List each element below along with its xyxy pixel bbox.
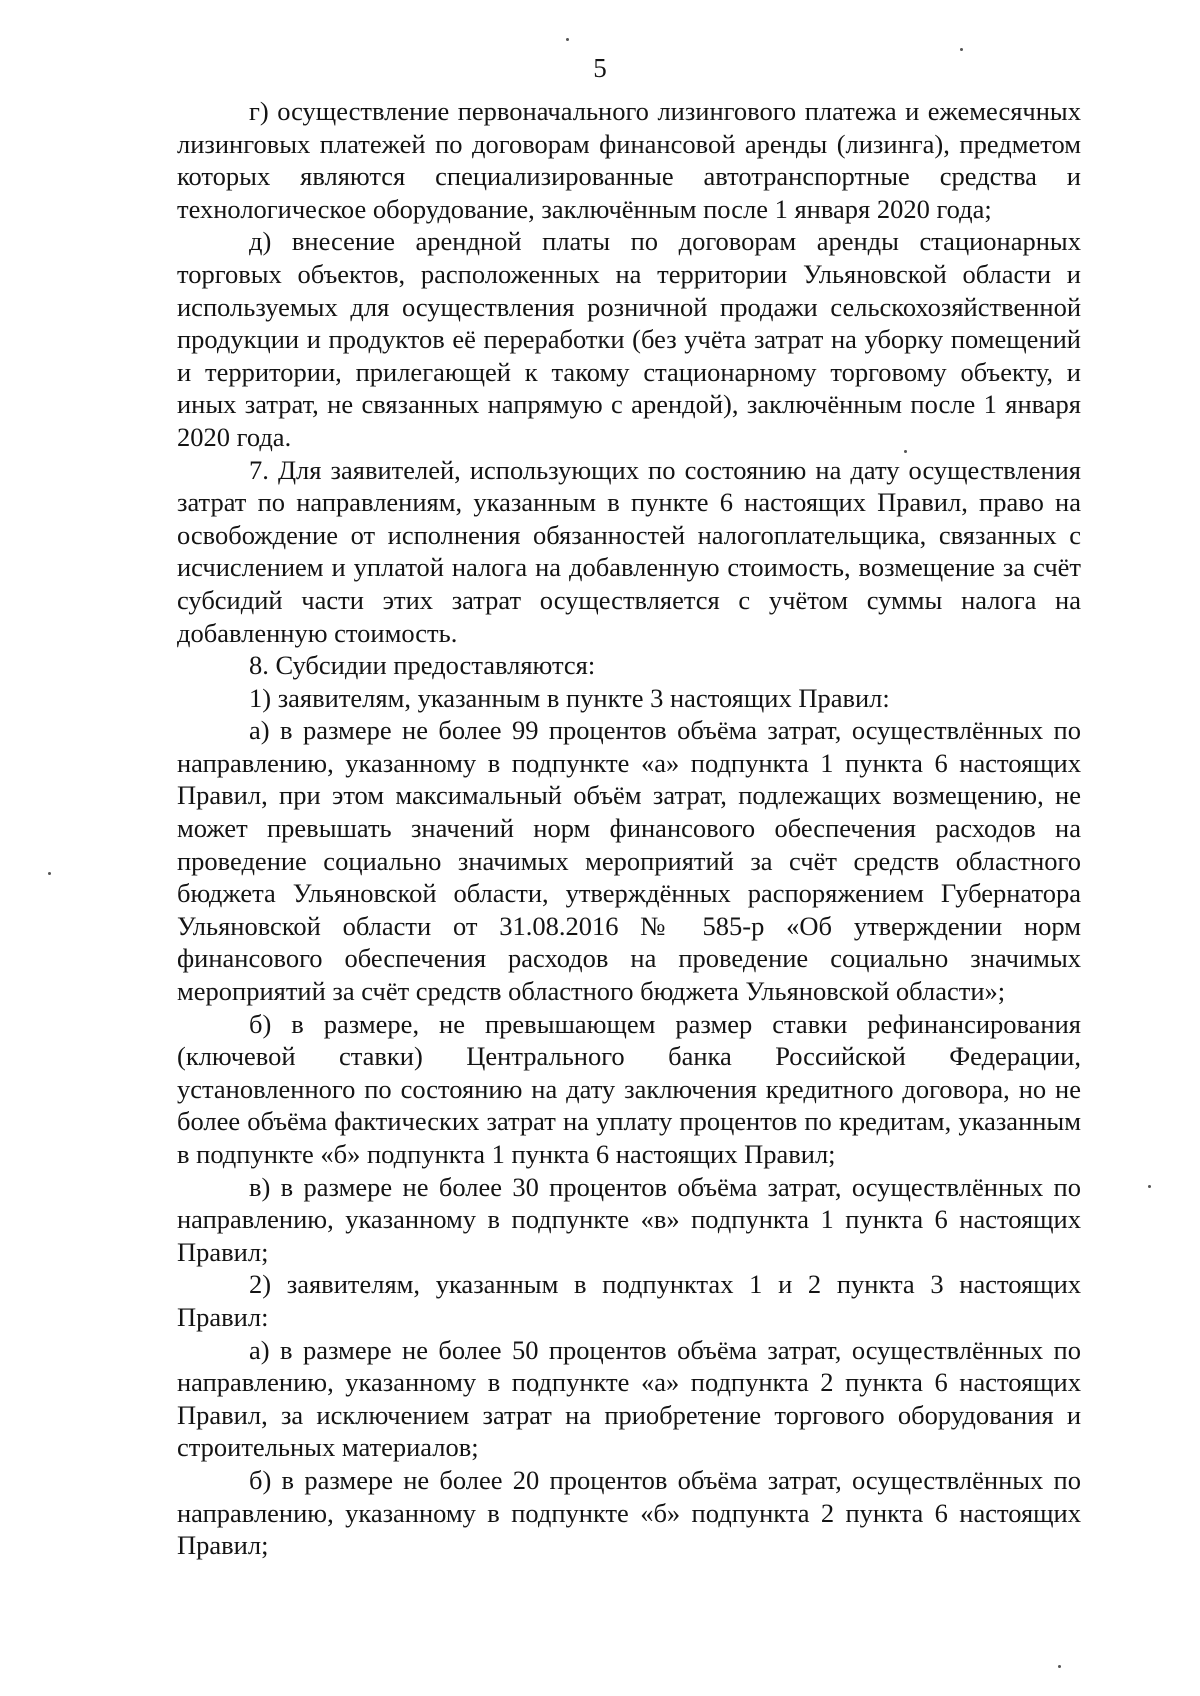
paragraph-7: 7. Для заявителей, использующих по состоянию на дату осуществления затрат по направлениям, указанным в пункте 6 настоящих Правил, право на освобождение от исполнения обязанностей налогоплательщика, связанных с исчислением и уплатой налога на добавленную стоимость, возмещение за счёт субсидий части этих затрат осуществляется с учётом суммы налога на добавленную стоимость. [177, 454, 1081, 648]
paragraph-d: д) внесение арендной платы по договорам аренды стационарных торговых объектов, расположенных на территории Ульяновской области и используемых для осуществления розничной продажи сельскохозяйственной продукции и продуктов её переработки (без учёта затрат на уборку помещений и территории, прилегающей к такому стационарному торговому объекту, и иных затрат, не связанных напрямую с арендой), заключённым после 1 января 2020 года. [177, 226, 1081, 452]
paragraph-8-1-b: б) в размере, не превышающем размер ставки рефинансирования (ключевой ставки) Центрального банка Российской Федерации, установленного по состоянию на дату заключения кредитного договора, но не более объёма фактических затрат на уплату процентов по кредитам, указанным в подпункте «б» подпункта 1 пункта 6 настоящих Правил; [177, 1008, 1081, 1169]
paragraph-8-1-a: а) в размере не более 99 процентов объёма затрат, осуществлённых по направлению, указанному в подпункте «а» подпункта 1 пункта 6 настоящих Правил, при этом максимальный объём затрат, подлежащих возмещению, не может превышать значений норм финансового обеспечения расходов на проведение социально значимых мероприятий за счёт средств областного бюджета Ульяновской области, утверждённых распоряжением Губернатора Ульяновской области от 31.08.2016 № 585-р «Об утверждении норм финансового обеспечения расходов на проведение социально значимых мероприятий за счёт средств областного бюджета Ульяновской области»; [177, 715, 1081, 1007]
paragraph-g: г) осуществление первоначального лизингового платежа и ежемесячных лизинговых платежей по договорам финансовой аренды (лизинга), предметом которых являются специализированные автотранспортные средства и технологическое оборудование, заключённым после 1 января 2020 года; [177, 96, 1081, 224]
scan-speck [1148, 1185, 1151, 1188]
scan-speck [960, 48, 963, 51]
paragraph-8-2: 2) заявителям, указанным в подпунктах 1 и 2 пункта 3 настоящих Правил: [177, 1269, 1081, 1332]
document-body [177, 95, 1081, 1562]
paragraph-8-2-b: б) в размере не более 20 процентов объёма затрат, осуществлённых по направлению, указанному в подпункте «б» подпункта 2 пункта 6 настоящих Правил; [177, 1464, 1081, 1561]
paragraph-8-2-a: а) в размере не более 50 процентов объёма затрат, осуществлённых по направлению, указанному в подпункте «а» подпункта 2 пункта 6 настоящих Правил, за исключением затрат на приобретение торгового оборудования и строительных материалов; [177, 1334, 1081, 1463]
scan-speck [904, 450, 907, 453]
scan-speck [1058, 1665, 1061, 1668]
scan-speck [566, 38, 569, 41]
scan-speck [48, 872, 51, 875]
paragraph-8-1: 1) заявителям, указанным в пункте 3 настоящих Правил: [249, 682, 890, 713]
paragraph-8-1-v: в) в размере не более 30 процентов объёма затрат, осуществлённых по направлению, указанному в подпункте «в» подпункта 1 пункта 6 настоящих Правил; [177, 1171, 1081, 1267]
page-number: 5 [593, 53, 607, 83]
paragraph-8: 8. Субсидии предоставляются: [249, 650, 596, 681]
